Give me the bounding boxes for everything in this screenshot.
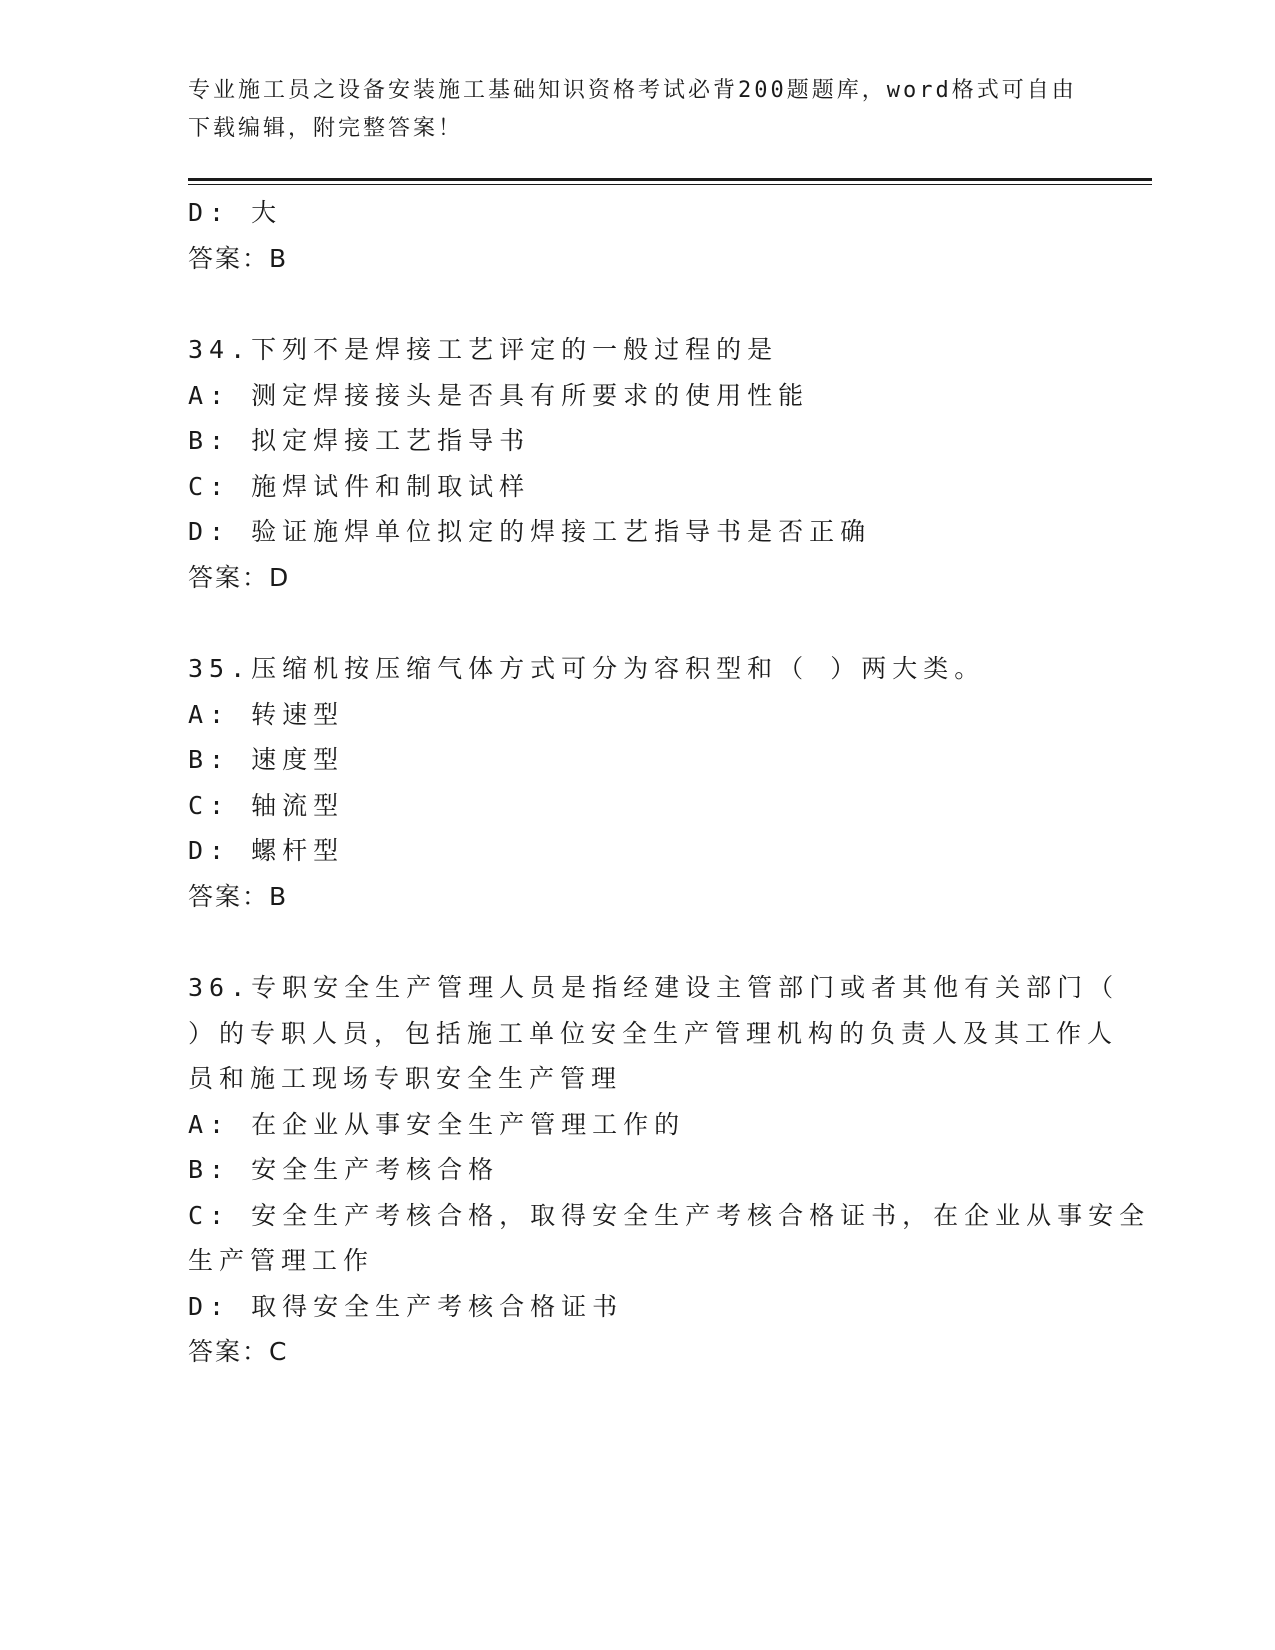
question-34 (188, 327, 1088, 600)
option-b: B: 安全生产考核合格 (188, 1155, 500, 1184)
option-a: A: 在企业从事安全生产管理工作的 (188, 1109, 686, 1139)
answer-label: 答案：B (188, 881, 289, 911)
question-35 (188, 646, 1088, 919)
option-a: A: 测定焊接接头是否具有所要求的使用性能 (188, 380, 810, 410)
question-36 (188, 965, 1151, 1375)
header-divider-thin (188, 184, 1152, 185)
option-c-continued: 生产管理工作 (188, 1246, 375, 1275)
option-c: C: 安全生产考核合格，取得安全生产考核合格证书，在企业从事安全 (188, 1200, 1151, 1230)
question-33-tail (188, 190, 1088, 281)
header-title-line: 专业施工员之设备安装施工基础知识资格考试必背200题题库，word格式可自由 (188, 78, 1077, 103)
option-c: C: 施焊试件和制取试样 (188, 471, 531, 501)
question-text: 员和施工现场专职安全生产管理 (188, 1064, 623, 1093)
option-b: B: 速度型 (188, 745, 345, 774)
question-list (188, 190, 1151, 1375)
page-header (188, 72, 1077, 148)
answer-label: 答案：C (188, 1337, 289, 1366)
option-d: D: 螺杆型 (188, 836, 345, 865)
option-d: D: 取得安全生产考核合格证书 (188, 1291, 624, 1321)
option-b: B: 拟定焊接工艺指导书 (188, 426, 531, 455)
answer-label: 答案：D (188, 562, 291, 592)
option-a: A: 转速型 (188, 699, 345, 729)
answer-label: 答案：B (188, 243, 289, 273)
question-text: 34.下列不是焊接工艺评定的一般过程的是 (188, 335, 779, 364)
option-d: D: 大 (188, 198, 283, 227)
option-c: C: 轴流型 (188, 790, 345, 820)
question-text: 36.专职安全生产管理人员是指经建设主管部门或者其他有关部门（ (188, 973, 1120, 1002)
header-title-line: 下载编辑，附完整答案！ (188, 116, 464, 141)
option-d: D: 验证施焊单位拟定的焊接工艺指导书是否正确 (188, 517, 872, 546)
question-text: 35.压缩机按压缩气体方式可分为容积型和（ ）两大类。 (188, 654, 986, 683)
question-text: ）的专职人员，包括施工单位安全生产管理机构的负责人及其工作人 (188, 1018, 1119, 1048)
header-divider (188, 178, 1152, 181)
